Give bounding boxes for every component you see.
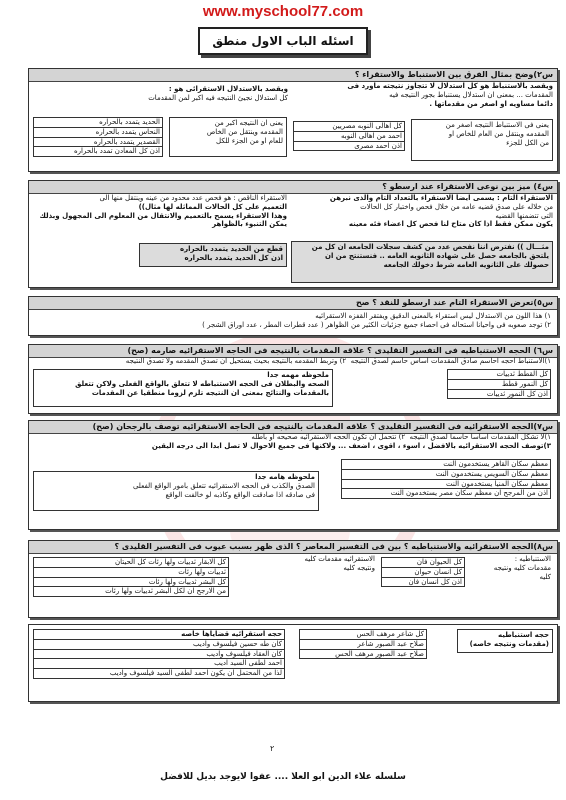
question-2 xyxy=(28,68,558,172)
question-4 xyxy=(28,180,558,288)
list-item: ١) هذا اللون من الاستدلال ليس استقراء بالمعنى الدقيق ويفتقر القفزه الاستقرائيه xyxy=(315,312,551,320)
footer-text: سلسله علاء الدين ابو العلا .... عفوا لايوجد بديل للافضل xyxy=(160,772,406,782)
question-5-header: س٥)تعرض الاستقراء التام عند ارسطو للنقد ؟ صح xyxy=(29,297,557,310)
inductive-example: حجه استقرائيه قضاياها خاصه كان طه حسين فيلسوف واديب كان العقاد فيلسوف واديب احمد لطفى السيد اديب لذا من المحتمل ان يكون احمد لطفى السيد فيلسوف واديب xyxy=(33,629,285,679)
question-7-header: س٧)الحجه الاستقرائيه فى التفسير التقليدى ؟ علاقه المقدمات بالنتيجه فى الحاجه الاستقرائيه توصف بالرجحان (صح) xyxy=(29,421,557,434)
incomplete-induction-example: قطع من الحديد يتمدد بالحراره اذن كل الحديد يتمدد بالحراره xyxy=(139,243,287,267)
question-2-header: س٢)وضح بمثال الفرق بين الاستنباط والاستقراء ؟ xyxy=(29,69,557,82)
deduction-explanation: يعنى فى الاستنباط النتيجه اصغر من المقدمه وينتقل من العام للخاص او من الكل للجزء xyxy=(411,119,553,161)
question-8 xyxy=(28,540,558,618)
inductive-argument-points: ١)لا تشكل المقدمات اساسا حاسما لصدق النتيجه ٢) تتحمل ان تكون الحجه الاستقرائيه صحيحه او باطله ٣)توصف الحجه الاستقرائيه بالافضل ، اسوء ، اقوى ، اضعف ... ولاكنها فى جميع الاحوال لا تصل ابدا الى درجه اليقين xyxy=(151,433,551,450)
site-url[interactable]: www.myschool77.com xyxy=(202,3,364,20)
deductive-label: حجه استنباطيه (مقدمات ونتيجه خاصه) xyxy=(457,629,553,653)
question-7 xyxy=(28,420,558,530)
complete-induction-example: مثـــال )) نفترض اننا نفحص عدد من كشف سجلات الجامعه ان كل من يلتحق بالجامعه حصل على شهاده الثانويه العامه .. فنستنتج من ان حصولك على الثانويه العامه شرط دخولك الجامعه xyxy=(291,241,553,283)
inductive-label: حجه استقرائيه قضاياها خاصه xyxy=(33,629,285,640)
incomplete-induction: الاستقراء الناقص : هو فحص عدد محدود من عينه وينتقل منها الى التعميم على كل الحالات المماثله لها مثال)) وهذا الاستقراء يسمح بالتعميم والانتقال من المعلوم الى المجهول وبذلك يمكن التنبوء بالظواهر xyxy=(39,194,287,229)
special-arguments xyxy=(28,624,558,702)
important-note: ملحوظه هامه جدا الصدق والكذب فى الحجه الاستقرائيه تتعلق بامور الواقع الفعلى فى صادقه اذا صادقت الواقع وكاذبه لو خالفت الواقع xyxy=(33,471,319,511)
criticism-list xyxy=(29,310,557,332)
deductive-argument-points: ١)الاستنباط احجه احاسم صادق المقدمات اساس حاسم لصدق النتيجه ٢) وتربط المقدمه بالنتيجه بحيث يستحيل ان تصدق المقدمه ولا تصدق النتيجه xyxy=(125,357,551,365)
deductive-label: الاستنباطيه : مقدمات كليه ونتيجه كليه xyxy=(493,555,551,581)
induction-definition: ويقصد بالاستدلال الاستقرائى هو : كل استدلال نجيئ النتيجه فيه اكبر لمن المقدمات xyxy=(148,85,288,102)
deductive-example: كل شاعر مرهف الحس صلاح عبد الصبور شاعر صلاح عبد الصبور مرهف الحس xyxy=(299,629,427,659)
deduction-example: كل اهالى النوبه مصريين احمد من اهالى النوبه اذن احمد مصرى xyxy=(293,121,405,151)
inductive-label: الاستقرائيه مقدمات كليه ونتيجه كليه xyxy=(304,555,375,572)
induction-explanation: يعنى ان النتيجه اكبر من المقدمه وينتقل من الخاص للعام او من الجزء للكل xyxy=(169,117,287,157)
question-6-header: س٦) الحجه الاستنباطيه فى التفسير التقليدى ؟ علاقه المقدمات بالنتيجه فى الحاجه الاستقرائيه صارمه (صح) xyxy=(29,345,557,358)
inductive-example: معظم سكان القاهر يستخدمون النت معظم سكان السويس يستخدمون النت معظم سكان المنيا يستخدمون النت اذن من المرجح ان معظم سكان مصر يستخدمون النت xyxy=(341,459,551,499)
question-4-header: س٤) ميز بين نوعى الاستقراء عند ارسطو ؟ xyxy=(29,181,557,194)
inductive-example: كل الابقار ثدييات ولها رئات كل الحيتان ثدييات ولها رئات كل البشر ثدييات ولها رئات من الارجح ان لكل البشر ثدييات ولها رئات xyxy=(33,557,229,597)
list-item: ٢) توجد صعوبه فى واحيانا استحاله فى احصاء جميع جزئيات الكثير من الظواهر ( عدد قطرات المطر ، عدد اوراق الشجر ) xyxy=(202,320,551,329)
deduction-definition: ويقصد بالاستنباط هو كل استدلال لا تتجاوز نتيجته ماورد فى المقدمات ... بمعنى ان استدلال يستنباط بجور النتيجه فيه دائما مساويه او اصغر من مقدماتها . xyxy=(347,82,553,108)
complete-induction: الاستقراء التام : يسمى ايضا الاستقراء بالتعداد التام والذى نبرهن من خلاله على صدق قضيه عامه من خلال فحص واختبار كل الحالات التى تتضمنها القضيه يكون ممكن فقط اذا كان متاح لنا فحص كل اعضاء فئه معينه xyxy=(329,194,553,229)
important-note: ملحوظه مهمه جدا الصحه والبطلان فى الحجه الاستنباطه لا تتعلق بالواقع الفعلى ولاكن تتعلق بالمقدمات والنتائج بمعنى ان النتيجه تلزم لزوما منطقيا عن المقدمات xyxy=(33,369,333,407)
page-title: اسئله الباب الاول منطق xyxy=(198,27,368,55)
page-number: ٢ xyxy=(270,744,275,753)
induction-example: الحديد يتمدد بالحراره النحاس يتمدد بالحراره القصدير يتمدد بالحراره اذن كل المعادن تمدد بالحراره xyxy=(33,117,163,157)
question-8-header: س٨)الحجه الاستقرائيه والاستنباطيه ؟ بين فى التفسير المعاصر ؟ الذى ظهر بسبب عيوب فى التفسير القليدى ؟ xyxy=(29,541,557,554)
question-5 xyxy=(28,296,558,336)
question-6 xyxy=(28,344,558,414)
deductive-example: كل القطط ثدييات كل النمور قطط اذن كل النمور ثدييات xyxy=(447,369,551,399)
deductive-example: كل الحيوان فان كل انسان حيوان اذن كل انسان فان xyxy=(381,557,465,587)
